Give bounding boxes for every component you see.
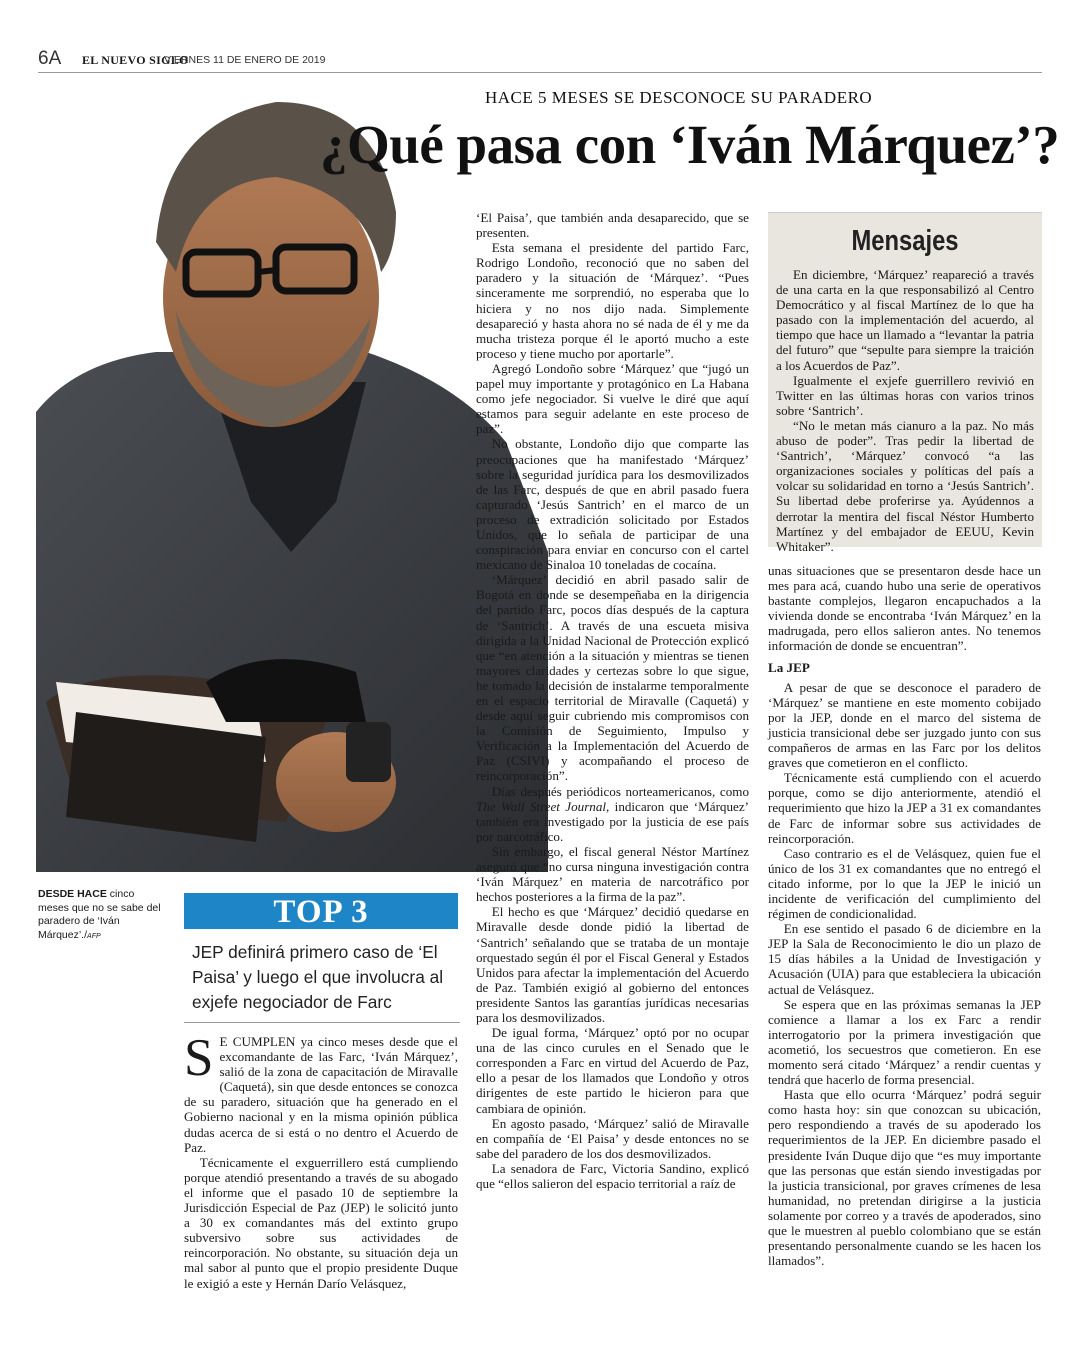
sidebar-title: Mensajes bbox=[851, 225, 959, 257]
newspaper-name: EL NUEVO SIGLO bbox=[82, 53, 189, 67]
paragraph: Agregó Londoño sobre ‘Márquez’ que “jugó un papel muy importante y protagónico en La Habana como jefe negociador. Si vuelve le diré que aquí estamos para seguir adelante en este proceso de paz”. bbox=[476, 360, 749, 437]
paragraph: En agosto pasado, ‘Márquez’ salió de Miravalle en compañía de ‘El Paisa’ y desde entonces no se sabe del paradero de los dos desmovilizados. bbox=[476, 1115, 749, 1161]
sidebar-body bbox=[768, 263, 1042, 554]
paragraph: Caso contrario es el de Velásquez, quien fue el único de los 31 ex comandantes que no entregó el citado informe, por lo que la JEP le inició un incidente de verificación del cumplimiento del régimen de condicionalidad. bbox=[768, 845, 1041, 922]
paragraph: ‘El Paisa’, que también anda desaparecido, que se presenten. bbox=[476, 210, 749, 241]
paragraph: En diciembre, ‘Márquez’ reapareció a través de una carta en la que responsabilizó al Centro Democrático y al fiscal Martínez de lo que ha pasado con la implementación del acuerdo, al tiempo que hace un llamado a “levantar la patria del futuro” que “sepulte para siempre la traición a los Acuerdos de Paz”. bbox=[776, 267, 1034, 373]
paragraph: Técnicamente el exguerrillero está cumpliendo porque atendió presentando a través de su abogado el informe que el pasado 10 de septiembre la Jurisdicción Especial de Paz (JEP) le solicitó junto a 30 ex comandantes más del extinto grupo subversivo sobre sus actividades de reincorporación. No obstante, su situación deja un mal sabor al punto que el propio presidente Duque le exigió a este y Hernán Darío Velásquez, bbox=[184, 1154, 458, 1291]
caption-lead: DESDE HACE bbox=[38, 888, 107, 900]
paragraph: “No le metan más cianuro a la paz. No más abuso de poder”. Tras pedir la libertad de ‘Santrich’, ‘Márquez’ convocó “a las organizaciones sociales y políticas del país a volcar su solidaridad en torno a ‘Jesús Santrich’. Su libertad debe proferirse ya. Ayúdennos a derrotar la mentira del fiscal Néstor Humberto Martínez y del embajador de EEUU, Kevin Whitaker”. bbox=[776, 417, 1034, 554]
paragraph: Sin embargo, el fiscal general Néstor Martínez aseguró que “no cursa ninguna investigación contra ‘Iván Márquez’ en materia de narcotráfico por hechos posteriores a la firma de la paz”. bbox=[476, 843, 749, 905]
paragraph: El hecho es que ‘Márquez’ decidió quedarse en Miravalle desde donde pidió la libertad de ‘Santrich’ señalando que se trataba de un montaje orquestado según él por el Fiscal General y Estados Unidos para afectar la implementación del Acuerdo de Paz. También exigió al gobierno del entonces presidente Santos las garantías jurídicas necesarias para los desmovilizados. bbox=[476, 904, 749, 1025]
paragraph: La senadora de Farc, Victoria Sandino, explicó que “ellos salieron del espacio territorial a raíz de bbox=[476, 1160, 749, 1191]
kicker: HACE 5 MESES SE DESCONOCE SU PARADERO bbox=[485, 88, 873, 107]
publication-title: The Wall Street Journal bbox=[476, 798, 607, 814]
paragraph-text: Días después periódicos norteamericanos, como bbox=[491, 783, 749, 799]
portrait-photo bbox=[36, 82, 548, 872]
caption-text: cinco meses que no se sabe del paradero de ‘Iván Márquez’./ bbox=[38, 888, 161, 941]
article-column-1 bbox=[184, 1029, 458, 1291]
paragraph: ‘Márquez’ decidió en abril pasado salir de Bogotá en donde se desempeñaba en la dirigencia del partido Farc, pocos días después de la captura de ‘Santrich’. A través de una escueta misiva dirigida a la Unidad Nacional de Protección explicó que “en atención a la situación y mientras se tienen mayores claridades y certezas sobre lo que sigue, he tomado la decisión de instalarme temporalmente en el espacio territorial de Miravalle (Caquetá) y desde aquí seguir cubriendo mis compromisos con la Comisión de Seguimiento, Impulso y Verificación a la Implementación del Acuerdo de Paz (CSIVI) y acompañando el proceso de reincorporación”. bbox=[476, 572, 749, 784]
subheading: La JEP bbox=[768, 659, 810, 675]
photo-credit: AFP bbox=[87, 932, 101, 940]
paragraph: Técnicamente está cumpliendo con el acuerdo porque, como se dijo anteriormente, atendió el requerimiento que hizo la JEP a 31 ex comandantes de Farc de informar sobre sus actividades de reincorporación. bbox=[768, 770, 1041, 846]
photo-caption bbox=[38, 888, 168, 943]
paragraph-text: , indicaron que ‘Márquez’ también era investigado por la justicia de ese país por narcotráfico. bbox=[476, 798, 750, 844]
paragraph-text: E CUMPLEN ya cinco meses desde que el excomandante de las Farc, ‘Iván Márquez’, salió de la zona de capacitación de Miravalle (Caquetá), sin que desde entonces se conozca de su paradero, situación que ha generado en el Gobierno nacional y en la misma opinión pública dudas acerca de si está o no dentro el Acuerdo de Paz. bbox=[184, 1034, 458, 1155]
paragraph: Se espera que en las próximas semanas la JEP comience a llamar a los ex Farc a rendir interrogatorio por la primera investigación que acometió, los secuestros que cometieron. En ese momento será citado ‘Márquez’ a rendir cuentas y tendrá que hacerlo de forma presencial. bbox=[768, 996, 1041, 1088]
paragraph bbox=[476, 784, 749, 844]
article-column-3 bbox=[768, 563, 1041, 1268]
folio-divider bbox=[38, 72, 1042, 73]
paragraph: En ese sentido el pasado 6 de diciembre en la JEP la Sala de Reconocimiento le dio un plazo de 15 días hábiles a la Unidad de Investigación y Acusación (UIA) para que estableciera la ubicación actual de Velásquez. bbox=[768, 921, 1041, 997]
paragraph: De igual forma, ‘Márquez’ optó por no ocupar una de las cinco curules en el Senado que le corresponden a Farc en virtud del Acuerdo de Paz, ello a pesar de los llamados que Londoño y otros dirigentes de este partido le hicieron para que cambiara de opinión. bbox=[476, 1025, 749, 1116]
paragraph: Esta semana el presidente del partido Farc, Rodrigo Londoño, reconoció que no saben del paradero y la situación de ‘Márquez’. “Pues sinceramente me sorprendió, no esperaba que lo hiciera y no nos dijo nada. Simplemente desapareció y hasta ahora no sé nada de él y me da mucha tristeza porque él le aportó mucho a este proceso y tiene mucho por aportarle”. bbox=[476, 240, 749, 361]
paragraph: A pesar de que se desconoce el paradero de ‘Márquez’ se mantiene en este momento cobijado por la JEP, donde en el marco del sistema de justicia transicional debe ser juzgado junto con sus compañeros de armas en las Farc por los delitos graves que cometieron en el conflicto. bbox=[768, 679, 1041, 771]
section-divider bbox=[184, 1022, 460, 1023]
paragraph: Hasta que ello ocurra ‘Márquez’ podrá seguir como hasta hoy: sin que conozcan su ubicación, pero respondiendo a través de su apoderado los requerimientos de la JEP. En diciembre pasado el presidente Iván Duque dijo que “es muy importante que las personas que están siendo investigadas por la justicia transicional, por graves crímenes de lesa humanidad, no pretendan dirigirse a la justicia solamente por correo y a través de apoderados, sino que le muestren al pueblo colombiano que se están presentando personalmente cuando se les hacen los llamados”. bbox=[768, 1087, 1041, 1269]
paragraph: No obstante, Londoño dijo que comparte las preocupaciones que ha manifestado ‘Márquez’ sobre la seguridad jurídica para los desmovilizados de las Farc, después de que en abril pasado fuera capturado ‘Jesús Santrich’ en el marco de un proceso de extradición solicitado por Estados Unidos, que lo señala de participar de una conspiración para enviar en concurso con el cartel mexicano de Sinaloa 10 toneladas de cocaína. bbox=[476, 436, 749, 573]
publication-date: VIERNES 11 DE ENERO DE 2019 bbox=[164, 54, 326, 66]
top3-summary: JEP definirá primero caso de ‘El Paisa’ y luego el que involucra al exjefe negociador de Farc bbox=[192, 942, 444, 1012]
top3-banner: TOP 3 bbox=[184, 893, 458, 929]
headline: ¿Qué pasa con ‘Iván Márquez’? bbox=[320, 114, 1060, 175]
paragraph: unas situaciones que se presentaron desde hace un mes para acá, cuando hubo una serie de operativos bastante complejos, llegaron encapuchados a la vivienda donde se encontraba ‘Iván Márquez’ en la madrugada, pero ellos salieron antes. No tenemos información de donde se encuentran”. bbox=[768, 563, 1041, 654]
paragraph bbox=[184, 1029, 458, 1155]
page-number: 6A bbox=[38, 48, 62, 69]
paragraph: Igualmente el exjefe guerrillero revivió en Twitter en las últimas horas con varios trinos sobre ‘Santrich’. bbox=[776, 372, 1034, 418]
article-column-2 bbox=[476, 210, 749, 1191]
drop-cap: S bbox=[184, 1029, 214, 1087]
sidebar-box bbox=[768, 212, 1042, 554]
